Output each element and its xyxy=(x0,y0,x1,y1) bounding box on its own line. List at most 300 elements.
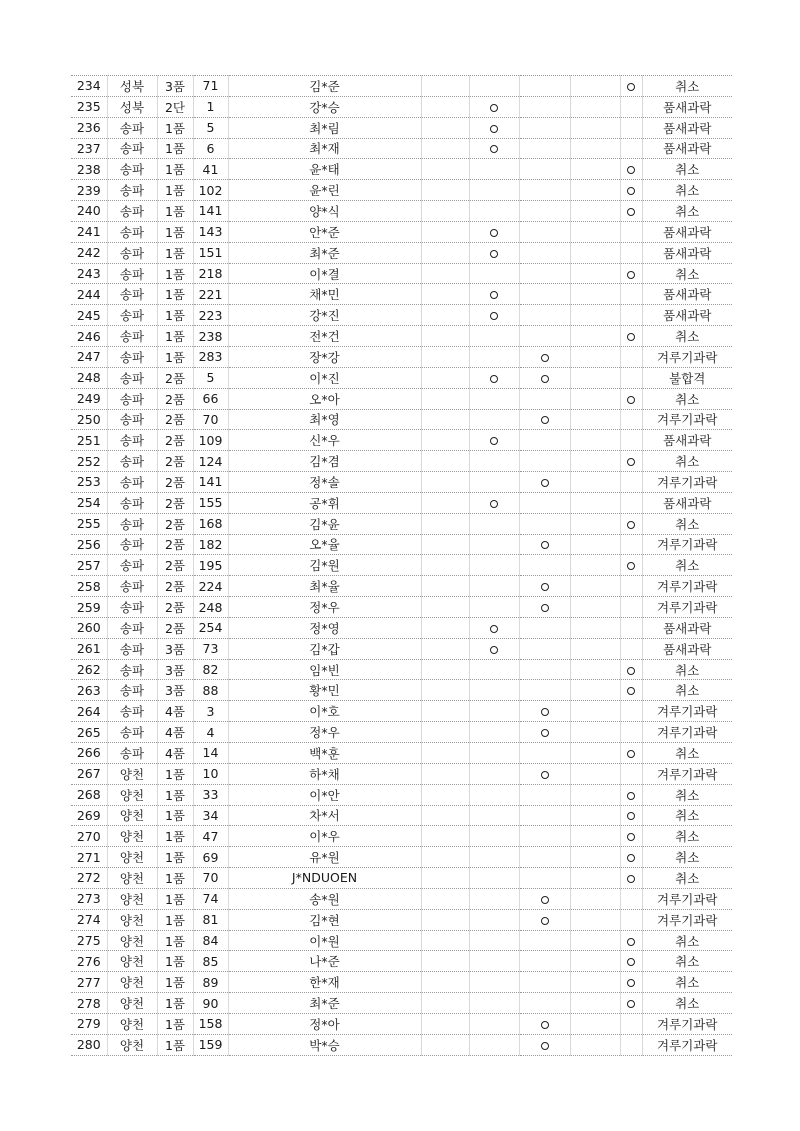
cancel-mark-cell xyxy=(620,847,642,868)
applicant-number-cell: 74 xyxy=(193,888,228,909)
circle-mark-icon xyxy=(490,125,498,133)
row-number-cell: 246 xyxy=(71,326,107,347)
blank-cell xyxy=(421,242,469,263)
row-number-cell: 266 xyxy=(71,743,107,764)
name-cell: 임*빈 xyxy=(228,659,421,680)
sparring-fail-mark-cell xyxy=(519,617,570,638)
cancel-mark-cell xyxy=(620,76,642,97)
applicant-number-cell: 143 xyxy=(193,221,228,242)
circle-mark-icon xyxy=(541,896,549,904)
result-cell: 겨루기과락 xyxy=(642,409,732,430)
blank-cell xyxy=(570,346,620,367)
branch-cell: 송파 xyxy=(107,388,157,409)
cancel-mark-cell xyxy=(620,555,642,576)
circle-mark-icon xyxy=(490,145,498,153)
blank-cell xyxy=(570,930,620,951)
table-row xyxy=(71,305,732,326)
branch-cell: 송파 xyxy=(107,159,157,180)
cancel-mark-cell xyxy=(620,430,642,451)
result-cell: 취소 xyxy=(642,76,732,97)
sparring-fail-mark-cell xyxy=(519,930,570,951)
blank-cell xyxy=(570,1013,620,1034)
result-cell: 취소 xyxy=(642,388,732,409)
result-cell: 취소 xyxy=(642,993,732,1014)
row-number-cell: 247 xyxy=(71,346,107,367)
branch-cell: 양천 xyxy=(107,1013,157,1034)
sparring-fail-mark-cell xyxy=(519,951,570,972)
applicant-number-cell: 66 xyxy=(193,388,228,409)
circle-mark-icon xyxy=(541,375,549,383)
rank-cell: 1품 xyxy=(157,1013,193,1034)
blank-cell xyxy=(421,909,469,930)
name-cell: 윤*린 xyxy=(228,180,421,201)
sparring-fail-mark-cell xyxy=(519,805,570,826)
blank-cell xyxy=(421,576,469,597)
applicant-number-cell: 141 xyxy=(193,472,228,493)
circle-mark-icon xyxy=(627,83,635,91)
sparring-fail-mark-cell xyxy=(519,388,570,409)
table-row xyxy=(71,221,732,242)
sparring-fail-mark-cell xyxy=(519,597,570,618)
rank-cell: 2품 xyxy=(157,534,193,555)
blank-cell xyxy=(570,388,620,409)
table-row xyxy=(71,180,732,201)
cancel-mark-cell xyxy=(620,617,642,638)
sparring-fail-mark-cell xyxy=(519,909,570,930)
result-cell: 취소 xyxy=(642,326,732,347)
rank-cell: 2품 xyxy=(157,472,193,493)
table-row xyxy=(71,951,732,972)
cancel-mark-cell xyxy=(620,96,642,117)
branch-cell: 양천 xyxy=(107,951,157,972)
poomsae-fail-mark-cell xyxy=(469,117,519,138)
result-cell: 취소 xyxy=(642,680,732,701)
applicant-number-cell: 90 xyxy=(193,993,228,1014)
branch-cell: 양천 xyxy=(107,888,157,909)
poomsae-fail-mark-cell xyxy=(469,888,519,909)
branch-cell: 양천 xyxy=(107,763,157,784)
name-cell: 송*원 xyxy=(228,888,421,909)
rank-cell: 2품 xyxy=(157,451,193,472)
applicant-number-cell: 3 xyxy=(193,701,228,722)
name-cell: 강*승 xyxy=(228,96,421,117)
rank-cell: 2단 xyxy=(157,96,193,117)
blank-cell xyxy=(570,221,620,242)
result-cell: 취소 xyxy=(642,972,732,993)
cancel-mark-cell xyxy=(620,159,642,180)
result-cell: 겨루기과락 xyxy=(642,763,732,784)
blank-cell xyxy=(421,638,469,659)
poomsae-fail-mark-cell xyxy=(469,930,519,951)
blank-cell xyxy=(421,701,469,722)
poomsae-fail-mark-cell xyxy=(469,388,519,409)
sparring-fail-mark-cell xyxy=(519,221,570,242)
rank-cell: 1품 xyxy=(157,221,193,242)
blank-cell xyxy=(570,492,620,513)
sparring-fail-mark-cell xyxy=(519,451,570,472)
sparring-fail-mark-cell xyxy=(519,305,570,326)
sparring-fail-mark-cell xyxy=(519,326,570,347)
table-row xyxy=(71,847,732,868)
cancel-mark-cell xyxy=(620,972,642,993)
poomsae-fail-mark-cell xyxy=(469,826,519,847)
rank-cell: 2품 xyxy=(157,576,193,597)
name-cell: 김*준 xyxy=(228,76,421,97)
rank-cell: 1품 xyxy=(157,888,193,909)
cancel-mark-cell xyxy=(620,784,642,805)
rank-cell: 3품 xyxy=(157,638,193,659)
poomsae-fail-mark-cell xyxy=(469,722,519,743)
applicant-number-cell: 141 xyxy=(193,201,228,222)
name-cell: 차*서 xyxy=(228,805,421,826)
branch-cell: 송파 xyxy=(107,638,157,659)
name-cell: 이*호 xyxy=(228,701,421,722)
circle-mark-icon xyxy=(627,208,635,216)
blank-cell xyxy=(570,638,620,659)
row-number-cell: 269 xyxy=(71,805,107,826)
row-number-cell: 267 xyxy=(71,763,107,784)
row-number-cell: 278 xyxy=(71,993,107,1014)
name-cell: 김*윤 xyxy=(228,513,421,534)
result-cell: 품새과락 xyxy=(642,221,732,242)
table-row xyxy=(71,346,732,367)
blank-cell xyxy=(421,388,469,409)
table-row xyxy=(71,805,732,826)
circle-mark-icon xyxy=(627,833,635,841)
blank-cell xyxy=(421,451,469,472)
rank-cell: 4품 xyxy=(157,743,193,764)
name-cell: 전*건 xyxy=(228,326,421,347)
sparring-fail-mark-cell xyxy=(519,763,570,784)
poomsae-fail-mark-cell xyxy=(469,76,519,97)
name-cell: 백*훈 xyxy=(228,743,421,764)
result-cell: 불합격 xyxy=(642,367,732,388)
row-number-cell: 253 xyxy=(71,472,107,493)
poomsae-fail-mark-cell xyxy=(469,159,519,180)
cancel-mark-cell xyxy=(620,597,642,618)
blank-cell xyxy=(570,263,620,284)
poomsae-fail-mark-cell xyxy=(469,409,519,430)
sparring-fail-mark-cell xyxy=(519,367,570,388)
result-cell: 취소 xyxy=(642,513,732,534)
circle-mark-icon xyxy=(627,1000,635,1008)
row-number-cell: 261 xyxy=(71,638,107,659)
circle-mark-icon xyxy=(627,271,635,279)
table-row xyxy=(71,784,732,805)
poomsae-fail-mark-cell xyxy=(469,972,519,993)
cancel-mark-cell xyxy=(620,680,642,701)
poomsae-fail-mark-cell xyxy=(469,993,519,1014)
row-number-cell: 237 xyxy=(71,138,107,159)
table-row xyxy=(71,680,732,701)
circle-mark-icon xyxy=(541,917,549,925)
rank-cell: 1품 xyxy=(157,951,193,972)
applicant-number-cell: 238 xyxy=(193,326,228,347)
rank-cell: 2품 xyxy=(157,430,193,451)
circle-mark-icon xyxy=(627,854,635,862)
blank-cell xyxy=(570,951,620,972)
table-row xyxy=(71,888,732,909)
blank-cell xyxy=(570,472,620,493)
poomsae-fail-mark-cell xyxy=(469,96,519,117)
circle-mark-icon xyxy=(627,396,635,404)
blank-cell xyxy=(421,159,469,180)
rank-cell: 1품 xyxy=(157,263,193,284)
branch-cell: 송파 xyxy=(107,409,157,430)
name-cell: 윤*태 xyxy=(228,159,421,180)
blank-cell xyxy=(570,868,620,889)
blank-cell xyxy=(421,96,469,117)
sparring-fail-mark-cell xyxy=(519,743,570,764)
blank-cell xyxy=(421,180,469,201)
applicant-number-cell: 41 xyxy=(193,159,228,180)
rank-cell: 2품 xyxy=(157,409,193,430)
applicant-number-cell: 254 xyxy=(193,617,228,638)
blank-cell xyxy=(421,951,469,972)
poomsae-fail-mark-cell xyxy=(469,534,519,555)
result-cell: 품새과락 xyxy=(642,305,732,326)
branch-cell: 양천 xyxy=(107,826,157,847)
blank-cell xyxy=(421,534,469,555)
table-row xyxy=(71,930,732,951)
blank-cell xyxy=(421,784,469,805)
name-cell: 나*준 xyxy=(228,951,421,972)
blank-cell xyxy=(570,597,620,618)
row-number-cell: 277 xyxy=(71,972,107,993)
sparring-fail-mark-cell xyxy=(519,826,570,847)
name-cell: 정*영 xyxy=(228,617,421,638)
result-cell: 겨루기과락 xyxy=(642,597,732,618)
branch-cell: 송파 xyxy=(107,221,157,242)
circle-mark-icon xyxy=(627,687,635,695)
cancel-mark-cell xyxy=(620,743,642,764)
row-number-cell: 256 xyxy=(71,534,107,555)
sparring-fail-mark-cell xyxy=(519,180,570,201)
poomsae-fail-mark-cell xyxy=(469,763,519,784)
table-row xyxy=(71,701,732,722)
table-row xyxy=(71,638,732,659)
branch-cell: 양천 xyxy=(107,909,157,930)
circle-mark-icon xyxy=(627,187,635,195)
applicant-number-cell: 248 xyxy=(193,597,228,618)
rank-cell: 1품 xyxy=(157,909,193,930)
row-number-cell: 250 xyxy=(71,409,107,430)
circle-mark-icon xyxy=(541,1042,549,1050)
row-number-cell: 276 xyxy=(71,951,107,972)
blank-cell xyxy=(570,138,620,159)
sparring-fail-mark-cell xyxy=(519,1034,570,1055)
circle-mark-icon xyxy=(627,166,635,174)
poomsae-fail-mark-cell xyxy=(469,1013,519,1034)
applicant-number-cell: 6 xyxy=(193,138,228,159)
row-number-cell: 275 xyxy=(71,930,107,951)
circle-mark-icon xyxy=(627,750,635,758)
cancel-mark-cell xyxy=(620,659,642,680)
result-cell: 겨루기과락 xyxy=(642,1013,732,1034)
name-cell: 최*준 xyxy=(228,242,421,263)
applicant-number-cell: 151 xyxy=(193,242,228,263)
name-cell: 정*솔 xyxy=(228,472,421,493)
applicant-number-cell: 82 xyxy=(193,659,228,680)
blank-cell xyxy=(570,826,620,847)
sparring-fail-mark-cell xyxy=(519,117,570,138)
branch-cell: 양천 xyxy=(107,868,157,889)
result-cell: 겨루기과락 xyxy=(642,909,732,930)
sparring-fail-mark-cell xyxy=(519,76,570,97)
results-table-body xyxy=(71,76,732,1056)
poomsae-fail-mark-cell xyxy=(469,284,519,305)
rank-cell: 1품 xyxy=(157,284,193,305)
circle-mark-icon xyxy=(541,583,549,591)
row-number-cell: 243 xyxy=(71,263,107,284)
circle-mark-icon xyxy=(627,875,635,883)
rank-cell: 1품 xyxy=(157,201,193,222)
table-row xyxy=(71,659,732,680)
blank-cell xyxy=(570,534,620,555)
branch-cell: 양천 xyxy=(107,784,157,805)
rank-cell: 1품 xyxy=(157,847,193,868)
blank-cell xyxy=(570,555,620,576)
cancel-mark-cell xyxy=(620,701,642,722)
applicant-number-cell: 88 xyxy=(193,680,228,701)
blank-cell xyxy=(421,263,469,284)
name-cell: 최*재 xyxy=(228,138,421,159)
rank-cell: 2품 xyxy=(157,388,193,409)
name-cell: 양*식 xyxy=(228,201,421,222)
blank-cell xyxy=(570,159,620,180)
applicant-number-cell: 1 xyxy=(193,96,228,117)
blank-cell xyxy=(421,326,469,347)
applicant-number-cell: 70 xyxy=(193,409,228,430)
table-row xyxy=(71,409,732,430)
circle-mark-icon xyxy=(541,1021,549,1029)
result-cell: 취소 xyxy=(642,201,732,222)
rank-cell: 1품 xyxy=(157,305,193,326)
blank-cell xyxy=(421,1013,469,1034)
cancel-mark-cell xyxy=(620,201,642,222)
blank-cell xyxy=(570,617,620,638)
blank-cell xyxy=(421,805,469,826)
branch-cell: 송파 xyxy=(107,430,157,451)
rank-cell: 1품 xyxy=(157,805,193,826)
result-cell: 품새과락 xyxy=(642,638,732,659)
result-cell: 품새과락 xyxy=(642,138,732,159)
poomsae-fail-mark-cell xyxy=(469,617,519,638)
applicant-number-cell: 221 xyxy=(193,284,228,305)
rank-cell: 4품 xyxy=(157,701,193,722)
applicant-number-cell: 73 xyxy=(193,638,228,659)
table-row xyxy=(71,617,732,638)
sparring-fail-mark-cell xyxy=(519,472,570,493)
result-cell: 취소 xyxy=(642,826,732,847)
poomsae-fail-mark-cell xyxy=(469,180,519,201)
blank-cell xyxy=(421,930,469,951)
blank-cell xyxy=(421,722,469,743)
circle-mark-icon xyxy=(541,708,549,716)
cancel-mark-cell xyxy=(620,451,642,472)
row-number-cell: 245 xyxy=(71,305,107,326)
circle-mark-icon xyxy=(490,250,498,258)
blank-cell xyxy=(570,909,620,930)
sparring-fail-mark-cell xyxy=(519,242,570,263)
branch-cell: 송파 xyxy=(107,680,157,701)
result-cell: 취소 xyxy=(642,847,732,868)
rank-cell: 2품 xyxy=(157,617,193,638)
cancel-mark-cell xyxy=(620,180,642,201)
cancel-mark-cell xyxy=(620,638,642,659)
blank-cell xyxy=(421,472,469,493)
blank-cell xyxy=(421,284,469,305)
poomsae-fail-mark-cell xyxy=(469,909,519,930)
table-row xyxy=(71,451,732,472)
blank-cell xyxy=(570,117,620,138)
rank-cell: 1품 xyxy=(157,180,193,201)
table-row xyxy=(71,909,732,930)
poomsae-fail-mark-cell xyxy=(469,221,519,242)
table-row xyxy=(71,513,732,534)
table-row xyxy=(71,263,732,284)
blank-cell xyxy=(421,972,469,993)
sparring-fail-mark-cell xyxy=(519,701,570,722)
blank-cell xyxy=(421,888,469,909)
blank-cell xyxy=(570,284,620,305)
rank-cell: 1품 xyxy=(157,784,193,805)
name-cell: 이*원 xyxy=(228,930,421,951)
applicant-number-cell: 109 xyxy=(193,430,228,451)
row-number-cell: 263 xyxy=(71,680,107,701)
blank-cell xyxy=(421,847,469,868)
cancel-mark-cell xyxy=(620,388,642,409)
table-row xyxy=(71,1013,732,1034)
branch-cell: 양천 xyxy=(107,805,157,826)
branch-cell: 양천 xyxy=(107,972,157,993)
name-cell: 장*강 xyxy=(228,346,421,367)
blank-cell xyxy=(570,409,620,430)
result-cell: 품새과락 xyxy=(642,96,732,117)
result-cell: 취소 xyxy=(642,951,732,972)
applicant-number-cell: 4 xyxy=(193,722,228,743)
circle-mark-icon xyxy=(627,458,635,466)
name-cell: 정*우 xyxy=(228,722,421,743)
result-cell: 취소 xyxy=(642,930,732,951)
cancel-mark-cell xyxy=(620,951,642,972)
cancel-mark-cell xyxy=(620,534,642,555)
result-cell: 취소 xyxy=(642,805,732,826)
sparring-fail-mark-cell xyxy=(519,201,570,222)
blank-cell xyxy=(570,96,620,117)
sparring-fail-mark-cell xyxy=(519,96,570,117)
name-cell: 김*겸 xyxy=(228,451,421,472)
branch-cell: 송파 xyxy=(107,451,157,472)
table-row xyxy=(71,763,732,784)
result-cell: 품새과락 xyxy=(642,117,732,138)
rank-cell: 1품 xyxy=(157,117,193,138)
cancel-mark-cell xyxy=(620,1034,642,1055)
sparring-fail-mark-cell xyxy=(519,972,570,993)
row-number-cell: 264 xyxy=(71,701,107,722)
sparring-fail-mark-cell xyxy=(519,847,570,868)
rank-cell: 1품 xyxy=(157,930,193,951)
sparring-fail-mark-cell xyxy=(519,263,570,284)
poomsae-fail-mark-cell xyxy=(469,430,519,451)
branch-cell: 송파 xyxy=(107,597,157,618)
branch-cell: 송파 xyxy=(107,555,157,576)
rank-cell: 1품 xyxy=(157,1034,193,1055)
circle-mark-icon xyxy=(627,979,635,987)
poomsae-fail-mark-cell xyxy=(469,138,519,159)
result-cell: 겨루기과락 xyxy=(642,1034,732,1055)
rank-cell: 1품 xyxy=(157,159,193,180)
